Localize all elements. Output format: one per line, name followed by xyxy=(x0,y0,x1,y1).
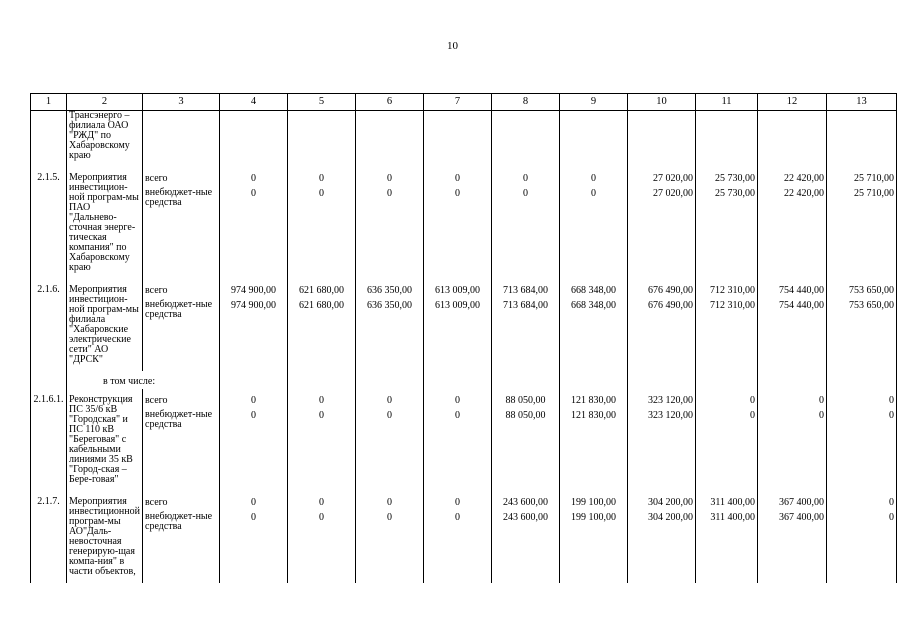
budget-table xyxy=(30,93,897,583)
value-total: 621 680,00 xyxy=(299,285,344,296)
value-extrabudget: 25 730,00 xyxy=(715,188,755,199)
measure-name: Реконструкция ПС 35/6 кВ "Городская" и ПС 110 кВ "Береговая" с кабельными линиями 35 кВ "Город-ская – Бере-говая" xyxy=(67,389,143,491)
col-header: 9 xyxy=(560,94,628,111)
value-total: 0 xyxy=(455,497,460,508)
value-extrabudget: 753 650,00 xyxy=(849,300,894,311)
value-total: 613 009,00 xyxy=(435,285,480,296)
value-cell xyxy=(628,111,696,168)
funding-type-label: внебюджет-ные средства xyxy=(145,511,213,532)
value-total: 323 120,00 xyxy=(648,395,693,406)
value-extrabudget: 199 100,00 xyxy=(571,512,616,523)
value-extrabudget: 0 xyxy=(387,188,392,199)
value-extrabudget: 88 050,00 xyxy=(505,410,546,421)
measure-name: Мероприятия инвестиционной програм-мы АО"Даль-невосточная генерирую-щая компа-ния" в части объектов, xyxy=(67,491,143,583)
empty-cell xyxy=(827,371,897,389)
value-extrabudget: 0 xyxy=(889,410,894,421)
value-cell xyxy=(560,491,628,583)
value-total: 0 xyxy=(889,497,894,508)
col-header: 11 xyxy=(696,94,758,111)
value-total: 27 020,00 xyxy=(653,173,693,184)
value-cell xyxy=(492,167,560,279)
value-cell xyxy=(424,167,492,279)
value-extrabudget: 367 400,00 xyxy=(779,512,824,523)
value-total: 0 xyxy=(591,173,596,184)
funding-type-label: внебюджет-ные средства xyxy=(145,409,213,430)
value-total: 0 xyxy=(319,395,324,406)
value-cell xyxy=(288,167,356,279)
funding-type xyxy=(143,389,220,491)
value-cell xyxy=(492,279,560,371)
col-header: 6 xyxy=(356,94,424,111)
value-extrabudget: 0 xyxy=(523,188,528,199)
value-total: 712 310,00 xyxy=(710,285,755,296)
empty-cell xyxy=(628,371,696,389)
value-cell xyxy=(827,491,897,583)
col-header: 5 xyxy=(288,94,356,111)
value-total: 0 xyxy=(387,173,392,184)
value-total: 0 xyxy=(319,497,324,508)
table-row xyxy=(31,111,897,168)
funding-type-label: внебюджет-ные средства xyxy=(145,187,213,208)
col-header: 10 xyxy=(628,94,696,111)
value-cell xyxy=(288,491,356,583)
value-cell xyxy=(356,111,424,168)
table-row xyxy=(31,389,897,491)
value-extrabudget: 0 xyxy=(455,512,460,523)
value-cell xyxy=(758,389,827,491)
col-header: 7 xyxy=(424,94,492,111)
value-cell xyxy=(628,279,696,371)
value-cell xyxy=(288,279,356,371)
value-total: 22 420,00 xyxy=(784,173,824,184)
value-cell xyxy=(758,491,827,583)
value-extrabudget: 712 310,00 xyxy=(710,300,755,311)
measure-name: Трансэнерго – филиала ОАО "РЖД" по Хабаровскому краю xyxy=(67,111,143,168)
empty-cell xyxy=(492,371,560,389)
value-total: 0 xyxy=(455,395,460,406)
value-cell xyxy=(628,491,696,583)
value-cell xyxy=(628,167,696,279)
value-cell xyxy=(424,279,492,371)
value-cell xyxy=(758,167,827,279)
value-total: 0 xyxy=(251,173,256,184)
value-total: 199 100,00 xyxy=(571,497,616,508)
value-cell xyxy=(827,389,897,491)
value-cell xyxy=(696,389,758,491)
value-cell xyxy=(220,389,288,491)
table-row xyxy=(31,279,897,371)
value-extrabudget: 676 490,00 xyxy=(648,300,693,311)
value-extrabudget: 613 009,00 xyxy=(435,300,480,311)
value-cell xyxy=(492,491,560,583)
empty-cell xyxy=(758,371,827,389)
value-total: 753 650,00 xyxy=(849,285,894,296)
empty-cell xyxy=(560,371,628,389)
value-cell xyxy=(288,389,356,491)
funding-type-label: всего xyxy=(145,173,168,184)
value-cell xyxy=(220,491,288,583)
col-header: 4 xyxy=(220,94,288,111)
empty-cell xyxy=(288,371,356,389)
funding-type xyxy=(143,491,220,583)
value-total: 0 xyxy=(319,173,324,184)
value-extrabudget: 754 440,00 xyxy=(779,300,824,311)
value-cell xyxy=(560,279,628,371)
col-header: 13 xyxy=(827,94,897,111)
value-total: 974 900,00 xyxy=(231,285,276,296)
empty-cell xyxy=(696,371,758,389)
value-extrabudget: 0 xyxy=(387,410,392,421)
value-extrabudget: 323 120,00 xyxy=(648,410,693,421)
value-cell xyxy=(220,279,288,371)
value-cell xyxy=(424,491,492,583)
value-extrabudget: 121 830,00 xyxy=(571,410,616,421)
value-extrabudget: 0 xyxy=(319,512,324,523)
value-cell xyxy=(492,389,560,491)
value-extrabudget: 25 710,00 xyxy=(854,188,894,199)
value-extrabudget: 311 400,00 xyxy=(710,512,755,523)
row-number xyxy=(31,371,67,389)
value-total: 0 xyxy=(523,173,528,184)
measure-name: Мероприятия инвестицион-ной програм-мы ПАО "Дальнево-сточная энерге-тическая компания" по Хабаровскому краю xyxy=(67,167,143,279)
value-extrabudget: 243 600,00 xyxy=(503,512,548,523)
value-extrabudget: 0 xyxy=(889,512,894,523)
table-row xyxy=(31,491,897,583)
value-extrabudget: 27 020,00 xyxy=(653,188,693,199)
table-body xyxy=(31,111,897,584)
row-number: 2.1.6.1. xyxy=(31,389,67,491)
measure-name: Мероприятия инвестицион-ной програм-мы филиала "Хабаровские электрические сети" АО "ДРСК" xyxy=(67,279,143,371)
value-extrabudget: 0 xyxy=(251,188,256,199)
value-cell xyxy=(696,167,758,279)
value-total: 121 830,00 xyxy=(571,395,616,406)
row-number: 2.1.7. xyxy=(31,491,67,583)
value-cell xyxy=(560,111,628,168)
value-total: 0 xyxy=(251,497,256,508)
value-cell xyxy=(288,111,356,168)
value-cell xyxy=(424,111,492,168)
value-extrabudget: 0 xyxy=(819,410,824,421)
col-header: 8 xyxy=(492,94,560,111)
value-cell xyxy=(758,111,827,168)
value-extrabudget: 0 xyxy=(455,410,460,421)
value-cell xyxy=(424,389,492,491)
funding-type-label: всего xyxy=(145,285,168,296)
value-cell xyxy=(356,279,424,371)
value-total: 243 600,00 xyxy=(503,497,548,508)
funding-type-label: всего xyxy=(145,395,168,406)
funding-type-label: всего xyxy=(145,497,168,508)
value-extrabudget: 22 420,00 xyxy=(784,188,824,199)
value-extrabudget: 974 900,00 xyxy=(231,300,276,311)
value-cell xyxy=(628,389,696,491)
subheader-label: в том числе: xyxy=(67,371,220,389)
value-extrabudget: 0 xyxy=(387,512,392,523)
funding-type xyxy=(143,111,220,168)
value-extrabudget: 0 xyxy=(251,410,256,421)
value-extrabudget: 0 xyxy=(591,188,596,199)
value-cell xyxy=(827,167,897,279)
empty-cell xyxy=(356,371,424,389)
empty-cell xyxy=(220,371,288,389)
value-cell xyxy=(827,279,897,371)
value-total: 367 400,00 xyxy=(779,497,824,508)
value-cell xyxy=(696,111,758,168)
funding-type xyxy=(143,167,220,279)
value-cell xyxy=(356,491,424,583)
value-total: 25 730,00 xyxy=(715,173,755,184)
value-extrabudget: 0 xyxy=(319,188,324,199)
row-number: 2.1.5. xyxy=(31,167,67,279)
value-cell xyxy=(560,389,628,491)
empty-cell xyxy=(424,371,492,389)
row-number xyxy=(31,111,67,168)
value-extrabudget: 0 xyxy=(750,410,755,421)
value-total: 0 xyxy=(455,173,460,184)
value-extrabudget: 0 xyxy=(455,188,460,199)
value-cell xyxy=(827,111,897,168)
value-extrabudget: 713 684,00 xyxy=(503,300,548,311)
value-total: 754 440,00 xyxy=(779,285,824,296)
value-total: 0 xyxy=(889,395,894,406)
value-total: 0 xyxy=(387,395,392,406)
value-cell xyxy=(220,111,288,168)
value-total: 668 348,00 xyxy=(571,285,616,296)
value-total: 311 400,00 xyxy=(710,497,755,508)
value-cell xyxy=(758,279,827,371)
value-extrabudget: 0 xyxy=(251,512,256,523)
value-cell xyxy=(492,111,560,168)
value-total: 636 350,00 xyxy=(367,285,412,296)
value-total: 0 xyxy=(750,395,755,406)
table-row xyxy=(31,167,897,279)
value-cell xyxy=(696,279,758,371)
col-header: 12 xyxy=(758,94,827,111)
value-total: 304 200,00 xyxy=(648,497,693,508)
value-total: 0 xyxy=(251,395,256,406)
row-number: 2.1.6. xyxy=(31,279,67,371)
value-extrabudget: 0 xyxy=(319,410,324,421)
col-header: 2 xyxy=(67,94,143,111)
value-total: 713 684,00 xyxy=(503,285,548,296)
value-extrabudget: 668 348,00 xyxy=(571,300,616,311)
value-extrabudget: 636 350,00 xyxy=(367,300,412,311)
subheader-row xyxy=(31,371,897,389)
value-cell xyxy=(356,389,424,491)
value-extrabudget: 304 200,00 xyxy=(648,512,693,523)
value-cell xyxy=(696,491,758,583)
funding-type-label: внебюджет-ные средства xyxy=(145,299,213,320)
value-total: 676 490,00 xyxy=(648,285,693,296)
funding-type xyxy=(143,279,220,371)
col-header: 3 xyxy=(143,94,220,111)
value-cell xyxy=(560,167,628,279)
value-total: 25 710,00 xyxy=(854,173,894,184)
page-number: 10 xyxy=(447,40,458,52)
value-extrabudget: 621 680,00 xyxy=(299,300,344,311)
value-cell xyxy=(356,167,424,279)
value-total: 88 050,00 xyxy=(505,395,546,406)
value-total: 0 xyxy=(387,497,392,508)
value-total: 0 xyxy=(819,395,824,406)
value-cell xyxy=(220,167,288,279)
col-header: 1 xyxy=(31,94,67,111)
header-row xyxy=(31,94,897,111)
